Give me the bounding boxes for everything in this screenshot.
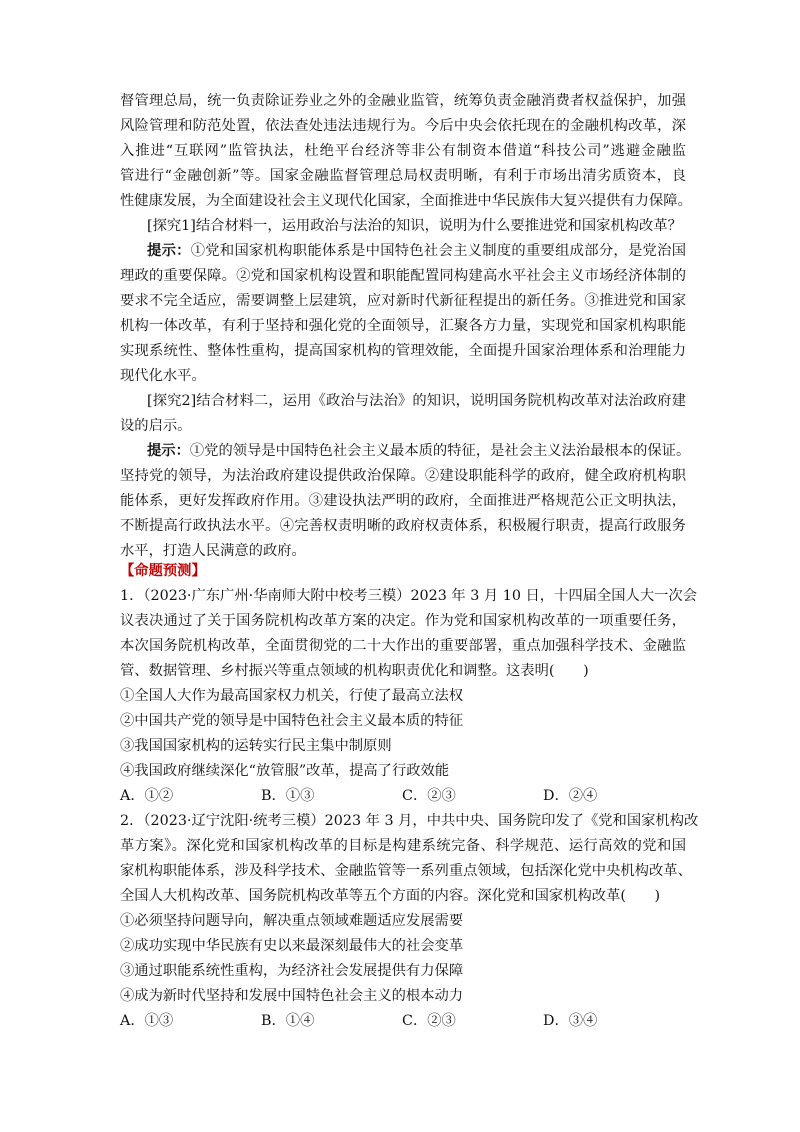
question-stem: 革方案》。深化党和国家机构改革的目标是构建系统完备、科学规范、运行高效的党和国	[120, 838, 686, 854]
explore-question: [探究1]结合材料一，运用政治与法治的知识，说明为什么要推进党和国家机构改革？	[147, 218, 682, 234]
answer-options	[120, 784, 686, 809]
material-continued	[120, 89, 692, 214]
section-header	[120, 559, 686, 584]
hint-line: 机构一体改革，有利于坚持和强化党的全面领导，汇聚各方力量，实现党和国家机构职能	[120, 318, 686, 334]
statement: ①必须坚持问题导向，解决重点领域难题适应发展需要	[120, 913, 464, 929]
option-a[interactable]: A．①②	[120, 788, 174, 804]
option-b[interactable]: B．①④	[261, 1013, 315, 1029]
statement: ②成功实现中华民族有史以来最深刻最伟大的社会变革	[120, 938, 464, 954]
question-stem: 全国人大机构改革、国务院机构改革等五个方面的内容。深化党和国家机构改革( )	[120, 888, 661, 904]
statement: ④我国政府继续深化“放管服”改革，提高了行政效能	[120, 763, 450, 779]
text-line: 督管理总局，统一负责除证券业之外的金融业监管，统筹负责金融消费者权益保护，加强	[120, 93, 686, 109]
hint-line: 实现系统性、整体性重构，提高国家机构的管理效能，全面提升国家治理体系和治理能力	[120, 343, 686, 359]
option-d[interactable]: D．③④	[543, 1013, 598, 1029]
question-1	[120, 584, 698, 809]
explore-1	[120, 214, 686, 389]
text-line: 管进行“金融创新”等。国家金融监督管理总局权责明晰，有利于市场出清劣质资本，良	[120, 168, 686, 184]
statement: ④成为新时代坚持和发展中国特色社会主义的根本动力	[120, 988, 464, 1004]
option-c[interactable]: C．②③	[402, 788, 456, 804]
option-c[interactable]: C．②③	[402, 1013, 456, 1029]
hint-text: ①党和国家机构职能体系是中国特色社会主义制度的重要组成部分，是党治国	[190, 243, 687, 259]
question-stem: 2．（2023·辽宁沈阳·统考三模）2023 年 3 月，中共中央、国务院印发了《党和国家机构改	[120, 813, 699, 829]
hint-line	[120, 239, 686, 264]
text-line: 风险管理和防范处置，依法查处违法违规行为。今后中央会依托现在的金融机构改革，深	[120, 118, 686, 134]
option-a[interactable]: A．①③	[120, 1013, 174, 1029]
question-2	[120, 809, 699, 1034]
option-b[interactable]: B．①③	[261, 788, 315, 804]
explore-2	[120, 389, 691, 564]
text-line: 性健康发展，为全面建设社会主义现代化国家，全面推进中华民族伟大复兴提供有力保障。	[120, 193, 692, 209]
hint-text: ①党的领导是中国特色社会主义最本质的特征，是社会主义法治最根本的保证。	[189, 443, 691, 459]
hint-line: 理政的重要保障。②党和国家机构设置和职能配置同构建高水平社会主义市场经济体制的	[120, 268, 686, 284]
hint-line: 要求不完全适应，需要调整上层建筑，应对新时代新征程提出的新任务。③推进党和国家	[120, 293, 686, 309]
statement: ①全国人大作为最高国家权力机关，行使了最高立法权	[120, 688, 464, 704]
section-title: 【命题预测】	[120, 563, 206, 579]
hint-label: 提示：	[147, 243, 191, 259]
hint-line	[120, 439, 691, 464]
answer-options	[120, 1009, 686, 1034]
explore-question: 设的启示。	[120, 418, 192, 434]
hint-line: 不断提高行政执法水平。④完善权责明晰的政府权责体系，积极履行职责，提高行政服务	[120, 518, 686, 534]
hint-line: 能体系，更好发挥政府作用。③建设执法严明的政府，全面推进严格规范公正文明执法，	[120, 493, 686, 509]
question-stem: 1．（2023·广东广州·华南师大附中校考三模）2023 年 3 月 10 日，十四届全国人大一次会	[120, 588, 698, 604]
explore-question: [探究2]结合材料二，运用《政治与法治》的知识，说明国务院机构改革对法治政府建	[147, 393, 686, 409]
text-line: 入推进“互联网”监管执法，杜绝平台经济等非公有制资本借道“科技公司”逃避金融监	[120, 143, 686, 159]
question-stem: 管、数据管理、乡村振兴等重点领域的机构职责优化和调整。这表明( )	[120, 663, 589, 679]
hint-line: 坚持党的领导，为法治政府建设提供政治保障。②建设职能科学的政府，健全政府机构职	[120, 468, 686, 484]
statement: ③我国国家机构的运转实行民主集中制原则	[120, 738, 392, 754]
question-stem: 家机构职能体系，涉及科学技术、金融监管等一系列重点领域，包括深化党中央机构改革、	[120, 863, 692, 879]
question-stem: 本次国务院机构改革，全面贯彻党的二十大作出的重要部署，重点加强科学技术、金融监	[120, 638, 686, 654]
option-d[interactable]: D．②④	[543, 788, 598, 804]
hint-line: 水平，打造人民满意的政府。	[120, 543, 306, 559]
question-stem: 议表决通过了关于国务院机构改革方案的决定。作为党和国家机构改革的一项重要任务，	[120, 613, 686, 629]
hint-line: 现代化水平。	[120, 368, 206, 384]
statement: ②中国共产党的领导是中国特色社会主义最本质的特征	[120, 713, 464, 729]
hint-label: 提示：	[147, 443, 190, 459]
statement: ③通过职能系统性重构，为经济社会发展提供有力保障	[120, 963, 464, 979]
